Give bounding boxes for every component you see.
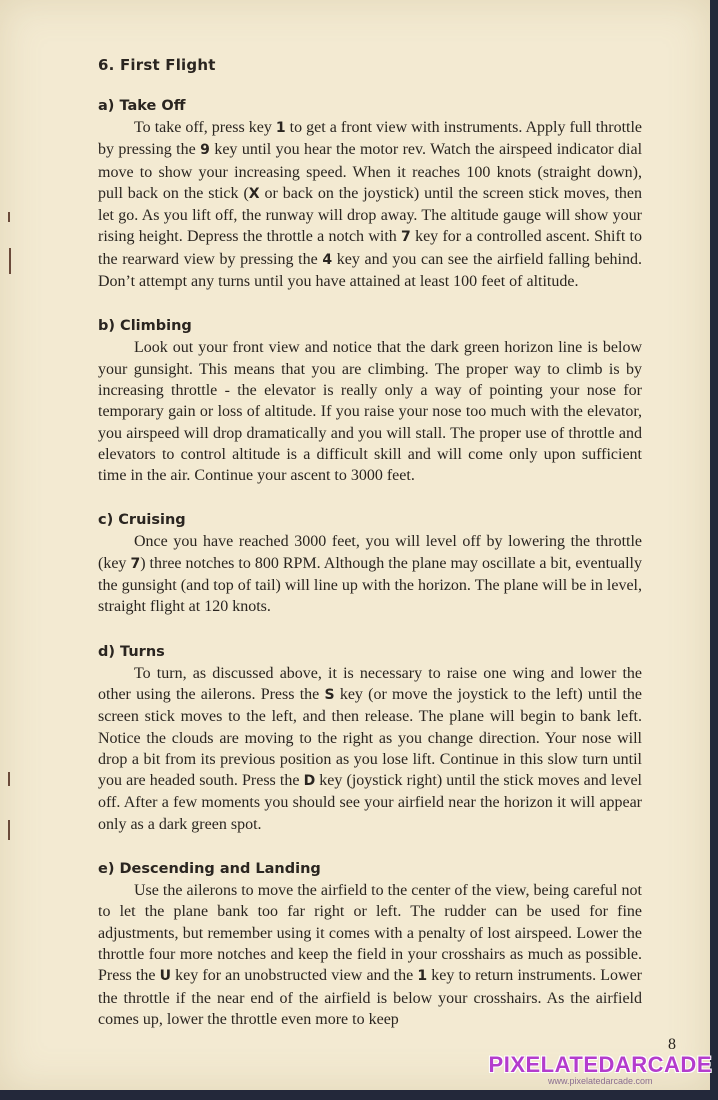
subsection-take-off bbox=[98, 95, 642, 292]
margin-mark bbox=[8, 772, 10, 786]
subsection-text: Once you have reached 3000 feet, you will level off by lowering the throttle (key 7) three notches to 800 RPM. Although the plane may oscillate a bit, eventually the gunsight (and top of tail) will line up with the horizon. The plane will be in level, straight flight at 120 knots. bbox=[98, 533, 643, 616]
subsection-text: Use the ailerons to move the airfield to the center of the view, being careful not to let the plane bank too far right or left. The rudder can be used for fine adjustments, but remember using it comes with a penalty of lost airspeed. Lower the throttle four more notches and keep the field in your crosshairs as much as possible. Press the U key for an unobstructed view and the 1 key to return instruments. Lower the throttle if the near end of the airfield is below your crosshairs. As the airfield comes up, lower the throttle even more to keep bbox=[98, 882, 642, 1028]
watermark-url: www.pixelatedarcade.com bbox=[547, 1076, 653, 1086]
subsection-descending-landing bbox=[98, 858, 642, 1030]
page-content bbox=[98, 56, 642, 1053]
watermark bbox=[489, 1054, 712, 1086]
margin-mark bbox=[8, 212, 10, 222]
subsection-climbing bbox=[98, 315, 642, 486]
margin-mark bbox=[8, 820, 10, 840]
subsection-text: To take off, press key 1 to get a front view with instruments. Apply full throttle by pressing the 9 key until you hear the motor rev. Watch the airspeed indicator dial move to show your increasing speed. When it reaches 100 knots (straight down), pull back on the stick (X or back on the joystick) until the screen stick moves, then let go. As you lift off, the runway will drop away. The altitude gauge will show your rising height. Depress the throttle a notch with 7 key for a controlled ascent. Shift to the rearward view by pressing the 4 key and you can see the airfield falling behind. Don’t attempt any turns until you have attained at least 100 feet of altitude. bbox=[98, 119, 643, 291]
margin-mark bbox=[9, 248, 11, 274]
subsection-heading: a) Take Off bbox=[98, 98, 186, 114]
subsection-turns bbox=[98, 641, 642, 835]
subsection-heading: e) Descending and Landing bbox=[98, 861, 321, 878]
subsection-cruising bbox=[98, 509, 642, 617]
section-title: 6. First Flight bbox=[98, 56, 216, 74]
subsection-text: To turn, as discussed above, it is necessary to raise one wing and lower the other using the ailerons. Press the S key (or move the joystick to the left) until the screen stick moves to the left, and then release. The plane will begin to bank left. Notice the clouds are moving to the right as you change direction. Your nose will drop a bit from its previous position as you lose lift. Continue in this slow turn until you are headed south. Press the D key (joystick right) until the stick moves and level off. After a few moments you should see your airfield near the horizon it will appear only as a dark green spot. bbox=[98, 664, 642, 833]
subsection-heading: b) Climbing bbox=[98, 318, 192, 335]
subsection-text: Look out your front view and notice that the dark green horizon line is below your gunsight. This means that you are climbing. The proper way to climb is by increasing throttle - the elevator is really only a way of pointing your nose for temporary gain or loss of altitude. If you raise your nose too much with the elevator, you airspeed will drop dramatically and you will stall. The proper use of throttle and elevators to control altitude is a difficult skill and will come only upon sufficient time in the air. Continue your ascent to 3000 feet. bbox=[98, 339, 642, 485]
subsection-heading: c) Cruising bbox=[98, 512, 186, 529]
watermark-title: PIXELATEDARCADE bbox=[488, 1052, 712, 1077]
subsection-heading: d) Turns bbox=[98, 643, 165, 660]
page-number: 8 bbox=[668, 1036, 676, 1053]
